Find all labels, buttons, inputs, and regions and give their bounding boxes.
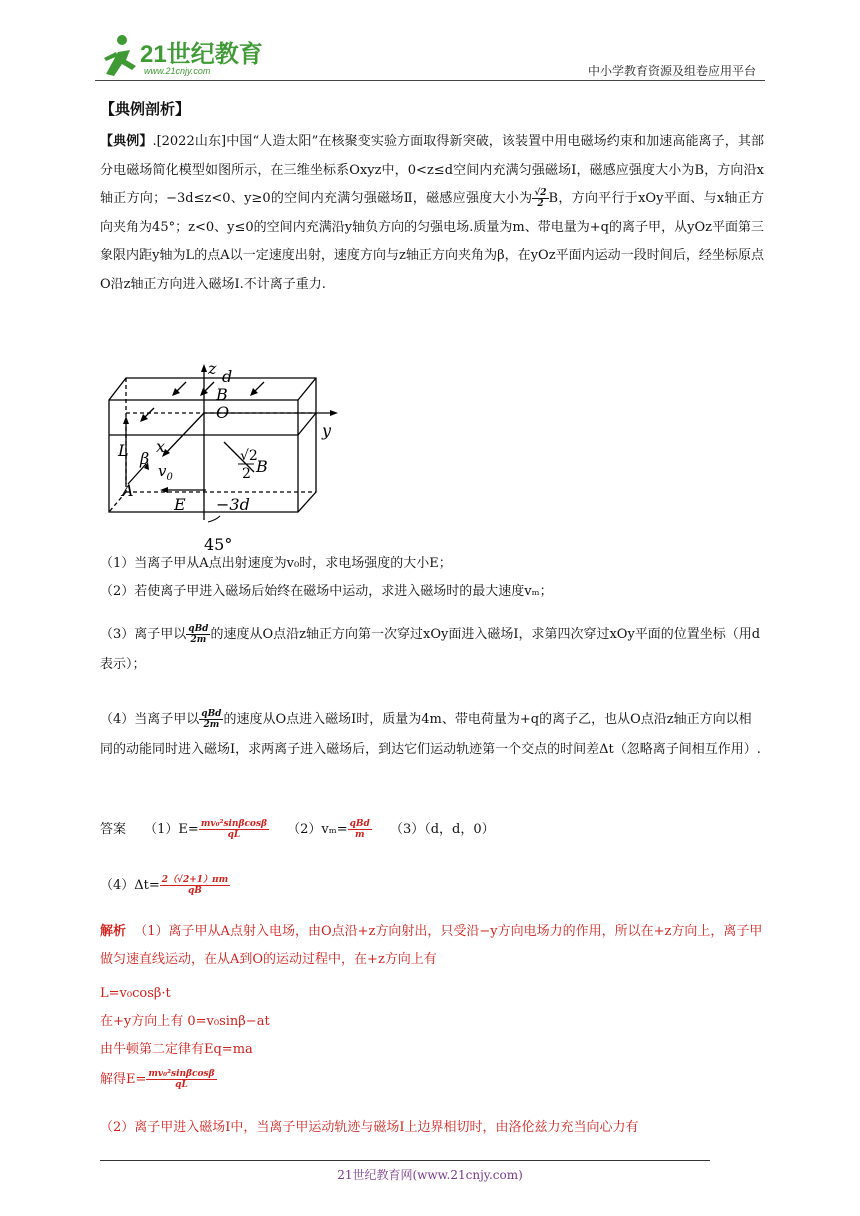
- label-L: L: [118, 441, 129, 460]
- label-frac-top: √2: [240, 448, 258, 464]
- label-frac-bottom: 2: [242, 466, 251, 482]
- solution-eq-4: 解得E= $\frac{\text{mv₀²sinβcosβ}}{qL}$: [100, 1069, 215, 1090]
- label-y: y: [322, 421, 332, 440]
- label-x: x: [156, 437, 166, 456]
- answer-4-fraction: $\frac{2(√2+1)\pi m}{qB}$: [161, 875, 229, 896]
- problem-fraction: $\frac{√2}{2}$: [534, 188, 547, 209]
- solution-eq-2: 在+y方向上有 0=v₀sinβ−at: [100, 1014, 270, 1029]
- answer-label: 答案: [100, 822, 127, 837]
- footer-text: 21世纪教育网(www.21cnjy.com): [337, 1168, 523, 1182]
- label-v0: $v_0$: [158, 462, 173, 483]
- problem-text-2: B，方向平行于xOy平面、与x轴正方向夹角为45°；z<0、y≤0的空间内充满沿y轴负方向的匀强电场.质量为m、带电量为+q的离子甲，从yOz平面第三象限内距y轴为L的点A以一定速度出射，速度方向与z轴正方向夹角为β，在yOz平面内运动一段时间后，经坐标原点O沿z轴正方向进入磁场Ⅰ.不计离子重力.: [100, 191, 764, 292]
- label-A: A: [122, 481, 134, 500]
- label-beta: β: [140, 449, 150, 468]
- field-diagram: [104, 360, 354, 560]
- site-logo: [96, 30, 286, 84]
- solution-eq-1: L=v₀cosβ·t: [100, 986, 171, 1001]
- question-2: （2）若使离子甲进入磁场后始终在磁场中运动，求进入磁场时的最大速度vₘ；: [100, 584, 553, 599]
- question-3-fraction: $\frac{\text{qBd}}{2m}$: [188, 624, 209, 645]
- label-O: O: [216, 403, 230, 422]
- answer-2-fraction: $\frac{\text{qBd}}{m}$: [349, 819, 370, 840]
- problem-tag: 【典例】: [100, 134, 153, 149]
- answer-row-2: （4）Δt= $\frac{2(√2+1)\pi m}{qB}$: [100, 875, 229, 896]
- solution-eq-3: 由牛顿第二定律有Eq=ma: [100, 1042, 253, 1057]
- question-4-fraction: $\frac{\text{qBd}}{2m}$: [201, 709, 222, 730]
- question-4: （4）当离子甲以 $\frac{\text{qBd}}{2m}$ 的速度从O点进入磁场Ⅰ时，质量为4m、带电荷量为+q的离子乙，也从O点沿z轴正方向以相同的动能同时进入磁场Ⅰ，求两离子进入磁场后，到达它们运动轨迹第一个交点的时间差Δt（忽略离子间相互作用）.: [100, 709, 761, 757]
- solution-paragraph-2: （2）离子甲进入磁场Ⅰ中，当离子甲运动轨迹与磁场Ⅰ上边界相切时，由洛伦兹力充当向心力有: [100, 1120, 639, 1135]
- header-divider: [95, 80, 765, 81]
- problem-text: [100, 128, 764, 299]
- label-E: E: [174, 495, 186, 514]
- problem-text-1: .[2022山东]中国“人造太阳”在核聚变实验方面取得新突破，该装置中用电磁场约束和加速高能离子，其部分电磁场简化模型如图所示，在三维坐标系Oxyz中，0<z≤d空间内充满匀强磁场Ⅰ，磁感应强度大小为B，方向沿x轴正方向；−3d≤z<0、y≥0的空间内充满匀强磁场Ⅱ，磁感应强度大小为: [100, 134, 764, 206]
- answer-row-1: 答案 （1）E= $\frac{\text{mv₀²sinβcosβ}}{qL}$ （2）vₘ= $\frac{\text{qBd}}{m}$ （3）（d，d，0）: [100, 819, 495, 840]
- platform-label: 中小学教育资源及组卷应用平台: [587, 64, 756, 78]
- logo-url: www.21cnjy.com: [144, 66, 211, 76]
- label-minus3d: −3d: [216, 495, 250, 514]
- solution-fraction: $\frac{\text{mv₀²sinβcosβ}}{qL}$: [148, 1069, 215, 1090]
- label-z: z: [208, 360, 217, 378]
- question-3: （3）离子甲以 $\frac{\text{qBd}}{2m}$ 的速度从O点沿z轴正方向第一次穿过xOy面进入磁场Ⅰ，求第四次穿过xOy平面的位置坐标（用d表示）；: [100, 624, 761, 672]
- label-angle: 45°: [204, 535, 233, 554]
- logo-text: 21世纪教育: [140, 41, 263, 68]
- answer-1-fraction: $\frac{\text{mv₀²sinβcosβ}}{qL}$: [200, 819, 267, 840]
- section-title: 【典例剖析】: [100, 100, 191, 118]
- solution-label: 解析: [100, 924, 127, 939]
- question-1: （1）当离子甲从A点出射速度为v₀时，求电场强度的大小E；: [100, 556, 452, 571]
- footer-divider: [100, 1160, 710, 1161]
- label-B2: B: [256, 457, 268, 476]
- solution-paragraph-1: 解析 （1）离子甲从A点射入电场，由O点沿+z方向射出，只受沿−y方向电场力的作用，所以在+z方向上，离子甲做匀速直线运动，在从A到O的运动过程中，在+z方向上有: [100, 924, 763, 967]
- label-B: B: [216, 385, 228, 404]
- label-d: d: [222, 367, 233, 386]
